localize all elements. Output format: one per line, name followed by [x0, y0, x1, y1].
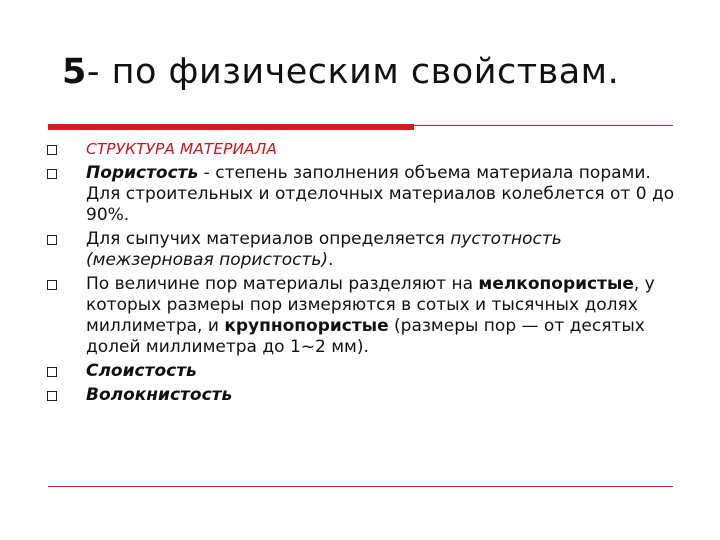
voidness-end: .: [328, 250, 334, 270]
list-item: [46, 361, 676, 382]
fine-porous-text: , у которых размеры пор измеряются в сотых и тысячных долях миллиметра, и: [86, 274, 655, 336]
porosity-term: Пористость: [86, 163, 199, 183]
title-number: 5: [62, 52, 87, 92]
title-text: - по физическим свойствам.: [86, 52, 620, 92]
list-item: [46, 139, 676, 160]
list-item: [46, 274, 676, 358]
slide-title: [62, 52, 619, 92]
pores-intro: По величине пор материалы разделяют на: [86, 274, 479, 294]
porosity-text: - степень заполнения объема материала порами. Для строительных и отделочных материалов колеблется от 0 до 90%.: [86, 163, 675, 225]
list-item: [46, 163, 676, 226]
layering-term: Слоистость: [86, 361, 197, 381]
list-item: [46, 229, 676, 271]
coarse-porous-text: (размеры пор — от десятых долей миллиметра до 1~2 мм).: [86, 316, 645, 357]
square-bullet-icon: [47, 145, 57, 155]
fine-porous-term: мелкопористые: [478, 274, 634, 294]
coarse-porous-term: крупнопористые: [224, 316, 389, 336]
voidness-term: пустотность (межзерновая пористость): [86, 229, 562, 270]
square-bullet-icon: [47, 235, 57, 245]
bullet-list: [46, 139, 676, 409]
square-bullet-icon: [47, 169, 57, 179]
list-item: [46, 385, 676, 406]
bottom-divider-line: [48, 486, 673, 487]
fibrosity-term: Волокнистость: [86, 385, 233, 405]
square-bullet-icon: [47, 367, 57, 377]
square-bullet-icon: [47, 391, 57, 401]
square-bullet-icon: [47, 280, 57, 290]
voidness-text: Для сыпучих материалов определяется: [86, 229, 451, 249]
structure-heading: СТРУКТУРА МАТЕРИАЛА: [86, 140, 277, 158]
top-accent-bar: [48, 124, 414, 130]
